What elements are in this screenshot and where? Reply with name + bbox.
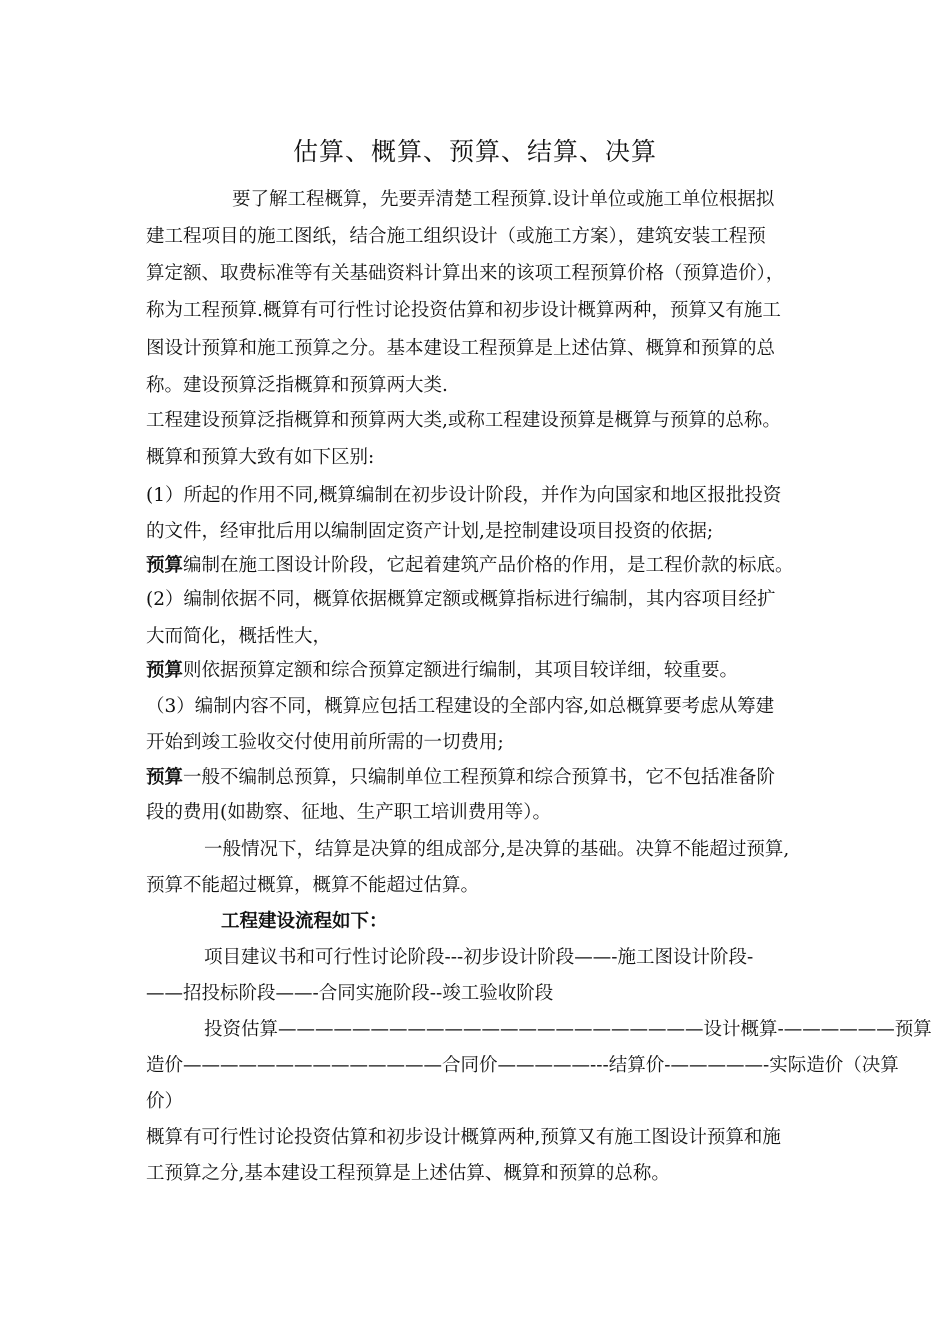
paragraph-line: (1）所起的作用不同,概算编制在初步设计阶段，并作为向国家和地区报批投资 xyxy=(146,485,782,506)
paragraph-line: （3）编制内容不同，概算应包括工程建设的全部内容,如总概算要考虑从筹建 xyxy=(146,696,775,717)
paragraph-line: (2）编制依据不同，概算依据概算定额或概算指标进行编制，其内容项目经扩 xyxy=(146,589,776,610)
bold-term: 预算 xyxy=(146,555,184,576)
paragraph-line: 一般情况下，结算是决算的组成部分,是决算的基础。决算不能超过预算, xyxy=(204,839,790,860)
paragraph-line: 概算和预算大致有如下区别: xyxy=(146,447,375,468)
paragraph-line: 图设计预算和施工预算之分。基本建设工程预算是上述估算、概算和预算的总 xyxy=(146,338,776,359)
paragraph-line: 工程建设预算泛指概算和预算两大类,或称工程建设预算是概算与预算的总称。 xyxy=(146,410,781,431)
paragraph-line: 开始到竣工验收交付使用前所需的一切费用; xyxy=(146,732,504,753)
paragraph-line: 段的费用(如勘察、征地、生产职工培训费用等）。 xyxy=(146,802,551,823)
section-heading: 工程建设流程如下： xyxy=(221,911,388,932)
paragraph-line: 预算一般不编制总预算，只编制单位工程预算和综合预算书，它不包括准备阶 xyxy=(146,767,776,788)
paragraph-line: 算定额、取费标准等有关基础资料计算出来的该项工程预算价格（预算造价）， xyxy=(146,263,785,284)
paragraph-line: 价） xyxy=(146,1091,184,1112)
paragraph-line: 造价——————————————合同价—————---结算价-—————-实际造价（决算 xyxy=(146,1055,899,1076)
paragraph-line: 称。建设预算泛指概算和预算两大类. xyxy=(146,375,448,396)
paragraph-line: 建工程项目的施工图纸，结合施工组织设计（或施工方案），建筑安装工程预 xyxy=(146,226,766,247)
document-title: 估算、概算、预算、结算、决算 xyxy=(292,137,657,166)
bold-term: 预算 xyxy=(146,660,184,681)
paragraph-line: 的文件，经审批后用以编制固定资产计划,是控制建设项目投资的依据; xyxy=(146,521,714,542)
paragraph-line: 预算编制在施工图设计阶段，它起着建筑产品价格的作用，是工程价款的标底。 xyxy=(146,555,794,576)
paragraph-line: 工预算之分,基本建设工程预算是上述估算、概算和预算的总称。 xyxy=(146,1163,670,1184)
bold-term: 预算 xyxy=(146,767,184,788)
paragraph-line: 大而简化，概括性大， xyxy=(146,626,332,647)
paragraph-line: 投资估算———————————————————————设计概算-——————预算 xyxy=(204,1019,932,1040)
paragraph-line: 称为工程预算.概算有可行性讨论投资估算和初步设计概算两种，预算又有施工 xyxy=(146,300,781,321)
paragraph-line: 概算有可行性讨论投资估算和初步设计概算两种,预算又有施工图设计预算和施 xyxy=(146,1127,781,1148)
paragraph-line: 要了解工程概算，先要弄清楚工程预算.设计单位或施工单位根据拟 xyxy=(232,189,775,210)
paragraph-line: 预算则依据预算定额和综合预算定额进行编制，其项目较详细，较重要。 xyxy=(146,660,739,681)
paragraph-line: 项目建议书和可行性讨论阶段---初步设计阶段——-施工图设计阶段- xyxy=(204,947,754,968)
paragraph-line: 预算不能超过概算，概算不能超过估算。 xyxy=(146,875,480,896)
paragraph-line: ——招投标阶段——-合同实施阶段--竣工验收阶段 xyxy=(146,983,554,1004)
